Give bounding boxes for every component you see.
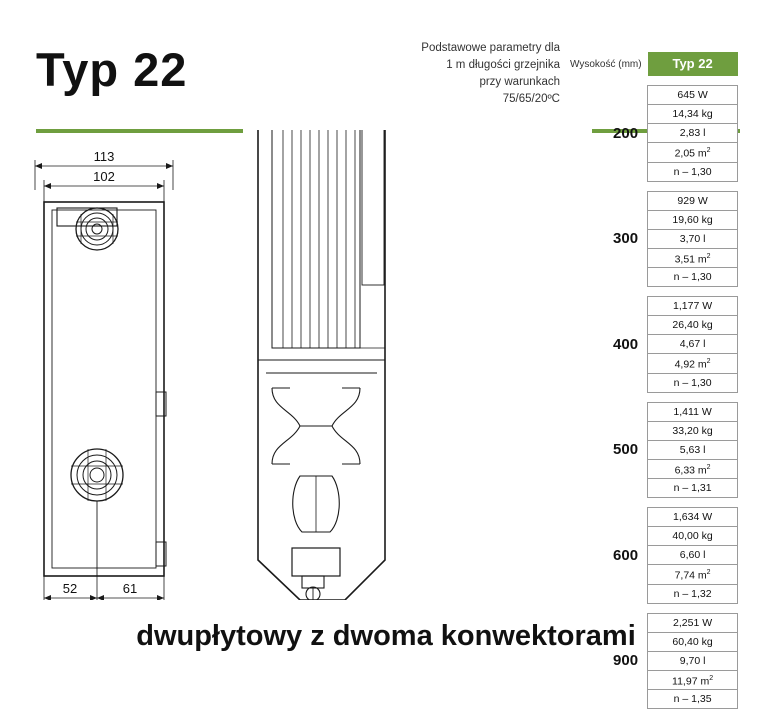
table-cell-power: 1,177 W — [648, 297, 738, 316]
dim-52-label: 52 — [62, 581, 78, 596]
parameters-note-line-4: 75/65/20ºC — [502, 93, 560, 105]
table-cell-area: 3,51 $m^2$ — [648, 248, 738, 268]
table-cell-power: 1,411 W — [648, 402, 738, 421]
table-cell-volume: 3,70 l — [648, 229, 738, 248]
table-row — [570, 191, 738, 210]
table-cell-exponent: n – 1,30 — [648, 268, 738, 287]
table-cell-exponent: n – 1,35 — [648, 690, 738, 709]
table-cell-volume: 9,70 l — [648, 651, 738, 670]
page-caption: dwupłytowy z dwoma konwektorami — [136, 620, 636, 652]
table-cell-weight: 26,40 kg — [648, 316, 738, 335]
row-height-label: 400 — [613, 335, 639, 353]
table-cell-area: 2,05 $m^2$ — [648, 143, 738, 163]
table-cell-area: 11,97 $m^2$ — [648, 670, 738, 690]
row-height-label: 300 — [613, 230, 639, 248]
parameters-note — [386, 40, 560, 108]
dim-113-label: 113 — [93, 149, 115, 164]
type-header-chip: Typ 22 — [648, 52, 738, 76]
table-cell-volume: 2,83 l — [648, 124, 738, 143]
radiator-drawing-svg — [0, 130, 570, 600]
page-title: Typ 22 — [36, 43, 188, 96]
row-height-label: 600 — [613, 546, 639, 564]
row-height-label: 500 — [613, 441, 639, 459]
technical-drawing — [0, 130, 570, 600]
type-header-cell — [648, 52, 738, 76]
section-view — [258, 130, 385, 600]
table-cell-weight: 19,60 kg — [648, 210, 738, 229]
table-cell-power: 929 W — [648, 191, 738, 210]
table-cell-weight: 60,40 kg — [648, 632, 738, 651]
table-cell-power: 2,251 W — [648, 613, 738, 632]
row-height-label: 900 — [613, 652, 639, 670]
table-cell-exponent: n – 1,31 — [648, 479, 738, 498]
table-row — [570, 297, 738, 316]
dim-61-label: 61 — [122, 581, 138, 596]
dim-102-label: 102 — [93, 169, 115, 184]
top-valve-detail — [76, 208, 118, 250]
table-cell-weight: 14,34 kg — [648, 105, 738, 124]
parameters-note-line-1: Podstawowe parametry dla — [421, 42, 560, 54]
height-header: Wysokość (mm) — [570, 58, 642, 70]
table-cell-exponent: n – 1,32 — [648, 584, 738, 603]
row-height-label: 200 — [613, 124, 639, 142]
table-row — [570, 86, 738, 105]
bottom-valve-detail — [71, 449, 123, 576]
table-cell-volume: 4,67 l — [648, 335, 738, 354]
table-header-row — [570, 52, 738, 76]
table-cell-area: 7,74 $m^2$ — [648, 565, 738, 585]
table-cell-volume: 6,60 l — [648, 546, 738, 565]
table-cell-area: 6,33 $m^2$ — [648, 459, 738, 479]
table-cell-exponent: n – 1,30 — [648, 373, 738, 392]
table-cell-weight: 33,20 kg — [648, 421, 738, 440]
table-cell-power: 1,634 W — [648, 508, 738, 527]
parameters-table-body — [570, 52, 738, 709]
parameters-table — [570, 52, 738, 709]
table-cell-power: 645 W — [648, 86, 738, 105]
table-row — [570, 508, 738, 527]
table-row — [570, 402, 738, 421]
table-cell-weight: 40,00 kg — [648, 527, 738, 546]
table-cell-volume: 5,63 l — [648, 440, 738, 459]
parameters-note-line-2: 1 m długości grzejnika — [446, 59, 560, 71]
table-cell-exponent: n – 1,30 — [648, 162, 738, 181]
table-cell-area: 4,92 $m^2$ — [648, 354, 738, 374]
parameters-note-line-3: przy warunkach — [479, 76, 560, 88]
